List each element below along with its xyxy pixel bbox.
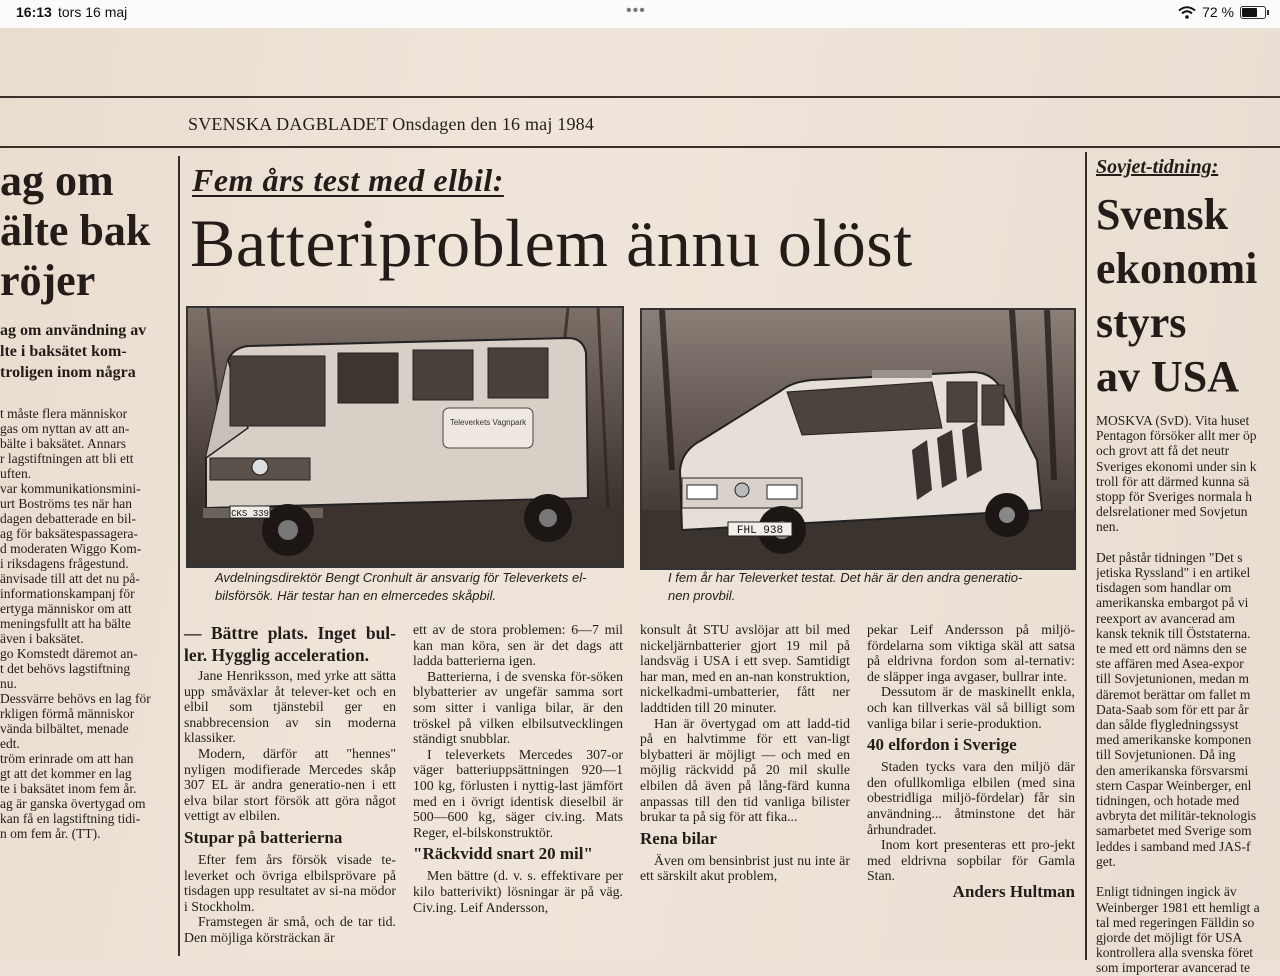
right-body-line: Weinberger 1981 ett hemligt a [1096, 899, 1260, 915]
left-body-line: gt att det kommer en lag [0, 766, 132, 781]
right-body-line: tidningen, och hotade med [1096, 793, 1240, 809]
left-body-line: änvisade till att det nu på- [0, 571, 140, 586]
left-body-line: även i baksätet. [0, 631, 84, 646]
paragraph: ett av de stora problemen: 6—7 mil kan man köra, sen är det dags att ladda batterierna igen. [413, 622, 623, 669]
paragraph: pekar Leif Andersson på miljö-fördelarna som viktiga skäl att satsa på eldrivna fordon som al-ternativ: de släpper inga avgaser, bullrar inte. [867, 622, 1075, 684]
left-body-line: informationskampanj för [0, 586, 135, 601]
right-headline-line: styrs [1096, 298, 1187, 347]
right-body-line: troll för att därmed kunna sä [1096, 473, 1250, 489]
left-headline [0, 156, 150, 306]
right-body-line: kontrollera alla svenska föret [1096, 945, 1254, 961]
paragraph: Framstegen är små, och de tar tid. Den möjliga körsträckan är [184, 914, 396, 945]
left-body-line: t måste flera människor [0, 406, 128, 421]
right-body-line: till Sovjetunionen, medan m [1096, 671, 1249, 687]
column-divider-left [178, 156, 180, 956]
right-kicker: Sovjet-tidning: [1096, 156, 1219, 178]
right-body-line: tisdagen som handlar om [1096, 580, 1232, 596]
left-body-line: rkligen förmå människor [0, 706, 135, 721]
right-body-line: avbryta det militär-teknologis [1096, 808, 1257, 824]
paragraph: Dessutom är de maskinellt enkla, och kan tillverkas väl så billigt som vanliga bilar i serie-produktion. [867, 684, 1075, 731]
right-headline [1096, 188, 1257, 404]
status-time: 16:13 [16, 4, 52, 20]
left-body-line: gas om nyttan av att an- [0, 421, 130, 436]
article-column-2 [413, 622, 623, 915]
left-lead-line: ag om användning av [0, 322, 147, 339]
wifi-icon [1178, 6, 1196, 19]
header-rule [0, 146, 1280, 148]
right-body-line: nen. [1096, 519, 1119, 535]
article-headline: Batteriproblem ännu olöst [190, 205, 913, 281]
battery-percent: 72 % [1202, 4, 1234, 20]
paragraph: Staden tycks vara den miljö där den ofullkomliga elbilen (med sina obestridliga miljö-fördelar) får sin användning... åtminstone det här århundradet. [867, 759, 1075, 837]
van-sign-text: Televerkets Vagnpark [449, 418, 527, 427]
paragraph: I televerkets Mercedes 307-or väger batteriuppsättningen 920—1 100 kg, förlusten i nyttig-last jämfört med en i övrigt identisk dieselbil är 500—600 kg, säger civ.ing. Mats Reger, el-bilskonstruktör. [413, 746, 623, 840]
right-body-line: leddes i samband med JAS-f [1096, 838, 1251, 854]
left-lead-line: troligen inom några [0, 364, 136, 381]
right-body-line: med amerikanske komponen [1096, 732, 1252, 748]
article-column-3 [640, 622, 850, 884]
left-body-line: te i baksätet inom fem år. [0, 781, 137, 796]
right-body-line: och grovt att få det neutr [1096, 443, 1230, 459]
left-body-line: d moderaten Wiggo Kom- [0, 541, 142, 556]
left-headline-line: röjer [0, 256, 96, 305]
column-4-subhead: 40 elfordon i Sverige [867, 735, 1017, 755]
caption-line: Avdelningsdirektör Bengt Cronhult är ansvarig för Televerkets el- [215, 570, 587, 585]
right-body-line: amerikanska embargot på vi [1096, 595, 1249, 611]
left-body-line: i riksdagens frågestund. [0, 556, 129, 571]
left-body-line: var kommunikationsmini- [0, 481, 141, 496]
battery-fill [1242, 8, 1257, 17]
right-body-line: get. [1096, 853, 1116, 869]
left-body-line: t det behövs lagstiftning [0, 661, 131, 676]
right-body-line: stopp för Sveriges normala h [1096, 489, 1252, 505]
left-body-line: dagen debatterade en bil- [0, 511, 137, 526]
paragraph: Även om bensinbrist just nu inte är ett särskilt akut problem, [640, 852, 850, 884]
left-body-line: vända bilbältet, menade [0, 721, 129, 736]
left-headline-line: ag om [0, 156, 114, 205]
right-body-line: reexport av avancerad am [1096, 610, 1236, 626]
right-headline-line: Svensk [1096, 190, 1229, 239]
column-3-subhead: Rena bilar [640, 828, 717, 848]
left-body-line: meningsfullt att ha bälte [0, 616, 131, 631]
right-body-text [1096, 413, 1280, 976]
left-lead-line: lte i baksätet kom- [0, 343, 127, 360]
right-body-line: den amerikanska försvarsmi [1096, 762, 1249, 778]
right-body-line: jetiska Ryssland" i en artikel [1096, 565, 1251, 581]
article-column-1 [184, 622, 396, 946]
left-body-line: edt. [0, 736, 20, 751]
article-column-4 [867, 622, 1075, 900]
left-body-text [0, 406, 172, 841]
paragraph: konsult åt STU avslöjar att bil med nickeljärnbatterier gjort 19 mil på landsväg i USA i ett svep. Samtidigt har man, med en an-nan konstruktion, nickelkadmi-umbatterier, fått ner laddtiden till 20 minuter. [640, 622, 850, 715]
right-body-line: Data-Saab som för ett par år [1096, 701, 1249, 717]
right-body-line: Pentagon försöker allt mer öp [1096, 428, 1257, 444]
right-body-line: som importerar avancerad te [1096, 960, 1251, 976]
left-body-line: kan få en lagstiftning tidi- [0, 811, 141, 826]
left-body-line: r lagstiftningen att bli ett [0, 451, 134, 466]
paragraph: Modern, därför att "hennes" nyligen modifierade Mercedes skåp 307 EL är andra generatio-nen i ett elva bilar stort försök att göra något vettigt av elbilen. [184, 745, 396, 824]
right-body-line: till Sovjetunionen. Då ing [1096, 747, 1236, 763]
column-divider-right [1085, 152, 1087, 960]
left-body-line: nu. [0, 676, 17, 691]
left-body-line: ag för baksätespassagera- [0, 526, 138, 541]
caption-line: bilsförsök. Här testar han en elmercedes skåpbil. [215, 588, 497, 603]
right-headline-line: ekonomi [1096, 244, 1258, 293]
caption-photo-1 [215, 569, 635, 605]
caption-line: I fem år har Televerket testat. Det här är den andra generatio- [668, 570, 1023, 585]
left-lead [0, 320, 172, 383]
right-headline-line: av USA [1096, 352, 1240, 401]
right-body-line: te med ett ord nämns den se [1096, 641, 1247, 657]
battery-icon [1240, 6, 1266, 19]
right-body-line: stern Caspar Weinberger, enl [1096, 777, 1252, 793]
top-rule [0, 96, 1280, 98]
photo-electric-car [640, 308, 1076, 570]
paragraph: Jane Henriksson, med yrke att sätta upp småväxlar åt telever-ket och en elbil som tjänstebil ger en snabbrecension av sin moderna klassiker. [184, 668, 396, 746]
right-body-line [1096, 869, 1280, 884]
author-signature: Anders Hultman [952, 881, 1075, 901]
right-body-line: MOSKVA (SvD). Vita huset [1096, 413, 1250, 428]
left-body-line: ertyga människor om att [0, 601, 132, 616]
paragraph: Han är övertygad om att ladd-tid på en halvtimme för ett van-ligt blybatteri är möjligt — och med en möjlig räckvidd på 20 mil skulle elbilen då även på lång-färd kunna anpassas till den tid vanliga bilister brukar ta på sig för att fika... [640, 715, 850, 825]
right-body-line: delsrelationer med Sovjetun [1096, 504, 1248, 520]
right-body-line: gjorde det möjligt för USA [1096, 929, 1243, 945]
right-body-line: Sveriges ekonomi under sin k [1096, 458, 1257, 474]
left-body-line: ag är ganska övertygad om [0, 796, 146, 811]
status-right [1178, 4, 1266, 20]
left-body-line: go Komstedt däremot an- [0, 646, 138, 661]
right-body-line: däremot berättar om fallet m [1096, 686, 1251, 702]
right-body-line: dan sålde flygledningssyst [1096, 717, 1239, 733]
paragraph: Efter fem års försök visade te-leverket och övriga elbilsprövare på tisdagen upp resultatet av si-na mödor i Stockholm. [184, 851, 396, 914]
column-1-subhead-2: Stupar på batterierna [184, 827, 343, 847]
caption-photo-2 [668, 569, 1078, 605]
left-headline-line: älte bak [0, 206, 151, 255]
article-kicker: Fem års test med elbil: [192, 162, 504, 198]
right-body-line: Det påstår tidningen "Det s [1096, 549, 1243, 565]
paragraph: Inom kort presenteras ett pro-jekt med eldrivna sopbilar för Gamla Stan. [867, 837, 1075, 884]
van-illustration [188, 308, 622, 566]
left-body-line: n om fem år. (TT). [0, 826, 101, 841]
left-body-line: urt Boströms tes när han [0, 496, 132, 511]
right-body-line: Enligt tidningen ingick äv [1096, 884, 1237, 900]
status-date: tors 16 maj [58, 4, 128, 20]
car-illustration [642, 310, 1074, 568]
left-body-line: Dessvärre behövs en lag för [0, 691, 151, 706]
caption-line: nen provbil. [668, 588, 736, 603]
car-plate: FHL 938 [736, 525, 784, 537]
left-body-line: bälte i baksätet. Annars [0, 436, 126, 451]
paragraph: Men bättre (d. v. s. effektivare per kilo batterivikt) lösningar är på väg. Civ.ing. Leif Andersson, [413, 868, 623, 915]
photo-electric-van [186, 306, 624, 568]
right-body-line: kansk teknik till Öststaterna. [1096, 625, 1251, 641]
left-body-line: tröm erinrade om att han [0, 751, 134, 766]
paragraph: Batterierna, i de svenska för-söken blybatterier av ungefär samma sort som sitter i vanliga bilar, är den tröskel på vilken elbilsutvecklingen ständigt snubblar. [413, 668, 623, 747]
multitasking-dots-icon[interactable]: ••• [626, 2, 646, 19]
left-body-line: uften. [0, 466, 32, 481]
newspaper-page [0, 28, 1280, 976]
column-1-subhead: — Bättre plats. Inget bul-ler. Hygglig acceleration. [184, 623, 396, 665]
right-body-line: samarbetet med Sverige som [1096, 823, 1252, 839]
right-body-line [1096, 535, 1280, 550]
status-bar [0, 0, 1280, 28]
right-body-line: tal med regeringen Fälldin so [1096, 914, 1255, 930]
van-plate: CKS 339 [231, 509, 269, 519]
right-body-line: ste affären med Asea-expor [1096, 656, 1244, 672]
dateline: SVENSKA DAGBLADET Onsdagen den 16 maj 1984 [188, 114, 595, 134]
column-2-subhead: "Räckvidd snart 20 mil" [413, 844, 593, 864]
